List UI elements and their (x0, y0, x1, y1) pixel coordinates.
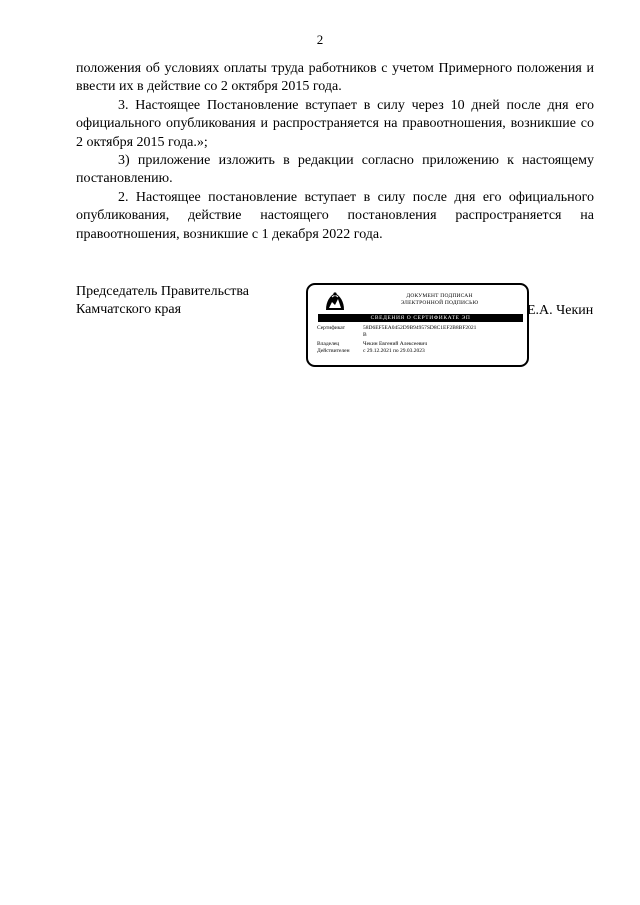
paragraph: 3) приложение изложить в редакции согласно приложению к настоящему постановлению. (76, 153, 594, 187)
signer-name: Е.А. Чекин (527, 303, 594, 318)
document-body (76, 60, 594, 244)
owner-value: Чекин Евгений Алексеевич (363, 341, 428, 347)
owner-row (317, 341, 427, 348)
validity-row (317, 348, 425, 355)
paragraph: 3. Настоящее Постановление вступает в силу через 10 дней после дня его официального опубликования и распространяется на правоотношения, возникшие со 2 октября 2015 года.»; (76, 97, 594, 150)
electronic-signature-stamp (306, 283, 529, 367)
certificate-value-continued: B (363, 332, 367, 338)
paragraph: 2. Настоящее постановление вступает в силу после дня его официального опубликования, действие настоящего постановления распространяется на правоотношения, возникшие с 1 декабря 2022 года. (76, 189, 594, 242)
signer-title-line: Председатель Правительства (76, 284, 249, 299)
page-number: 2 (316, 32, 324, 47)
certificate-label: Сертификат (317, 325, 345, 331)
paragraph: положения об условиях оплаты труда работников с учетом Примерного положения и ввести их в действие со 2 октября 2015 года. (76, 61, 594, 95)
stamp-heading-line: ЭЛЕКТРОННОЙ ПОДПИСЬЮ (400, 300, 479, 306)
certificate-value: 58D6EF5EA0452D9B94957SD8C1EF2B8BF2021 (363, 325, 477, 331)
coat-of-arms-icon (324, 290, 346, 312)
validity-label: Действителен (317, 348, 350, 354)
certificate-info-bar: СВЕДЕНИЯ О СЕРТИФИКАТЕ ЭП (318, 314, 523, 322)
signer-title-line: Камчатского края (76, 302, 182, 318)
stamp-heading (352, 293, 527, 307)
stamp-heading-line: ДОКУМЕНТ ПОДПИСАН (406, 293, 473, 299)
validity-value: с 29.12.2021 по 29.03.2023 (363, 348, 425, 354)
owner-label: Владелец (317, 341, 340, 347)
signer-title (76, 283, 296, 320)
certificate-row (317, 325, 476, 332)
